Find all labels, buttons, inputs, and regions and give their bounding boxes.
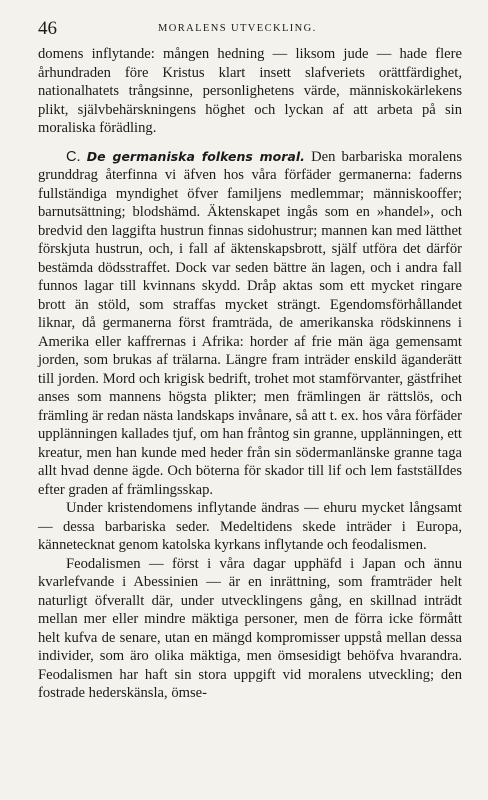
paragraph-christianity: Under kristendomens inflytande ändras — ehuru mycket långsamt — dessa barbariska seder. Medeltidens skede inträder i Europa, kännetecknat genom katolska kyrkans inflytande och feodalismen. — [38, 500, 462, 553]
page-header — [38, 18, 462, 40]
running-head: MORALENS UTVECKLING. — [158, 23, 317, 34]
section-letter: C. — [66, 148, 81, 165]
paragraph-feudalism: Feodalismen — först i våra dagar upphäfd i Japan och ännu kvarlefvande i Abessinien — är en inrättning, som framträder helt naturligt öfverallt där, under utvecklingens gång, en skillnad inträdt mellan mer eller mindre mäktiga personer, men de förra icke förmått helt kufva de senare, utan en mängd kompromisser uppstå mellan dessa individer, som äro olika mäktiga, men ömsesidigt behöfva hvarandra. Feodalismen har haft sin stora uppgift vid moralens utveckling; den fostrade hederskänsla, ömse- — [38, 555, 462, 701]
body-text — [38, 45, 462, 703]
page-number: 46 — [38, 18, 57, 39]
paragraph-continuation: domens inflytande: mången hedning — liksom jude — hade flere århundraden före Kristus klart insett slafveriets orättfärdighet, nationalhatets trångsinne, personlighetens värde, människokärlekens plikt, självbehärskningens höghet och lyckan af att arbeta på sin moraliska förädling. — [38, 46, 462, 136]
paragraph-germanic-morals — [38, 148, 462, 500]
section-title: De germaniska folkens moral. — [86, 148, 305, 164]
paragraph-body: Den barbariska moralens grunddrag återfinna vi äfven hos våra förfäder germanerna: faderns fullständiga myndighet öfver familjens medlemmar; människooffer; barnutsättning; blodshämd. Äktenskapet ingås som en »handel», och bredvid den laggifta hustrun finnas sidohustrur; mannen kan med lätthet förskjuta hustrun, och, i fall af äktenskapsbrott, själf utföra det därför bestämda dödsstraffet. Dock var seden bättre än lagen, och i andra fall funnos lagar till kvinnans skydd. Dråp aktas som ett mycket ringare brott än stöld, som straffas mycket strängt. Egendomsförhållandet liknar, då germanerna först framträda, de amerikanska rödskinnens i Amerika eller kaffrernas i Afrika: horder af frie män äga gemensamt jorden, som brukas af trälarna. Längre fram inträder enskild äganderätt till jorden. Mord och krigisk bedrift, trohet mot stamförvanter, gästfrihet anses som mannens högsta plikter; men främlingen är rättslös, och främling är redan nästa landskaps invånare, så att t. ex. hos våra förfäder upplänningen kallades tjuf, om han fråntog sin granne, upplänningen, ett kreatur, men han kunde med heder från sin södermanlänske granne taga allt hvad denne ägde. Och böterna för skador till lif och lem faststälIdes efter graden af främlingsskap. — [38, 148, 462, 498]
